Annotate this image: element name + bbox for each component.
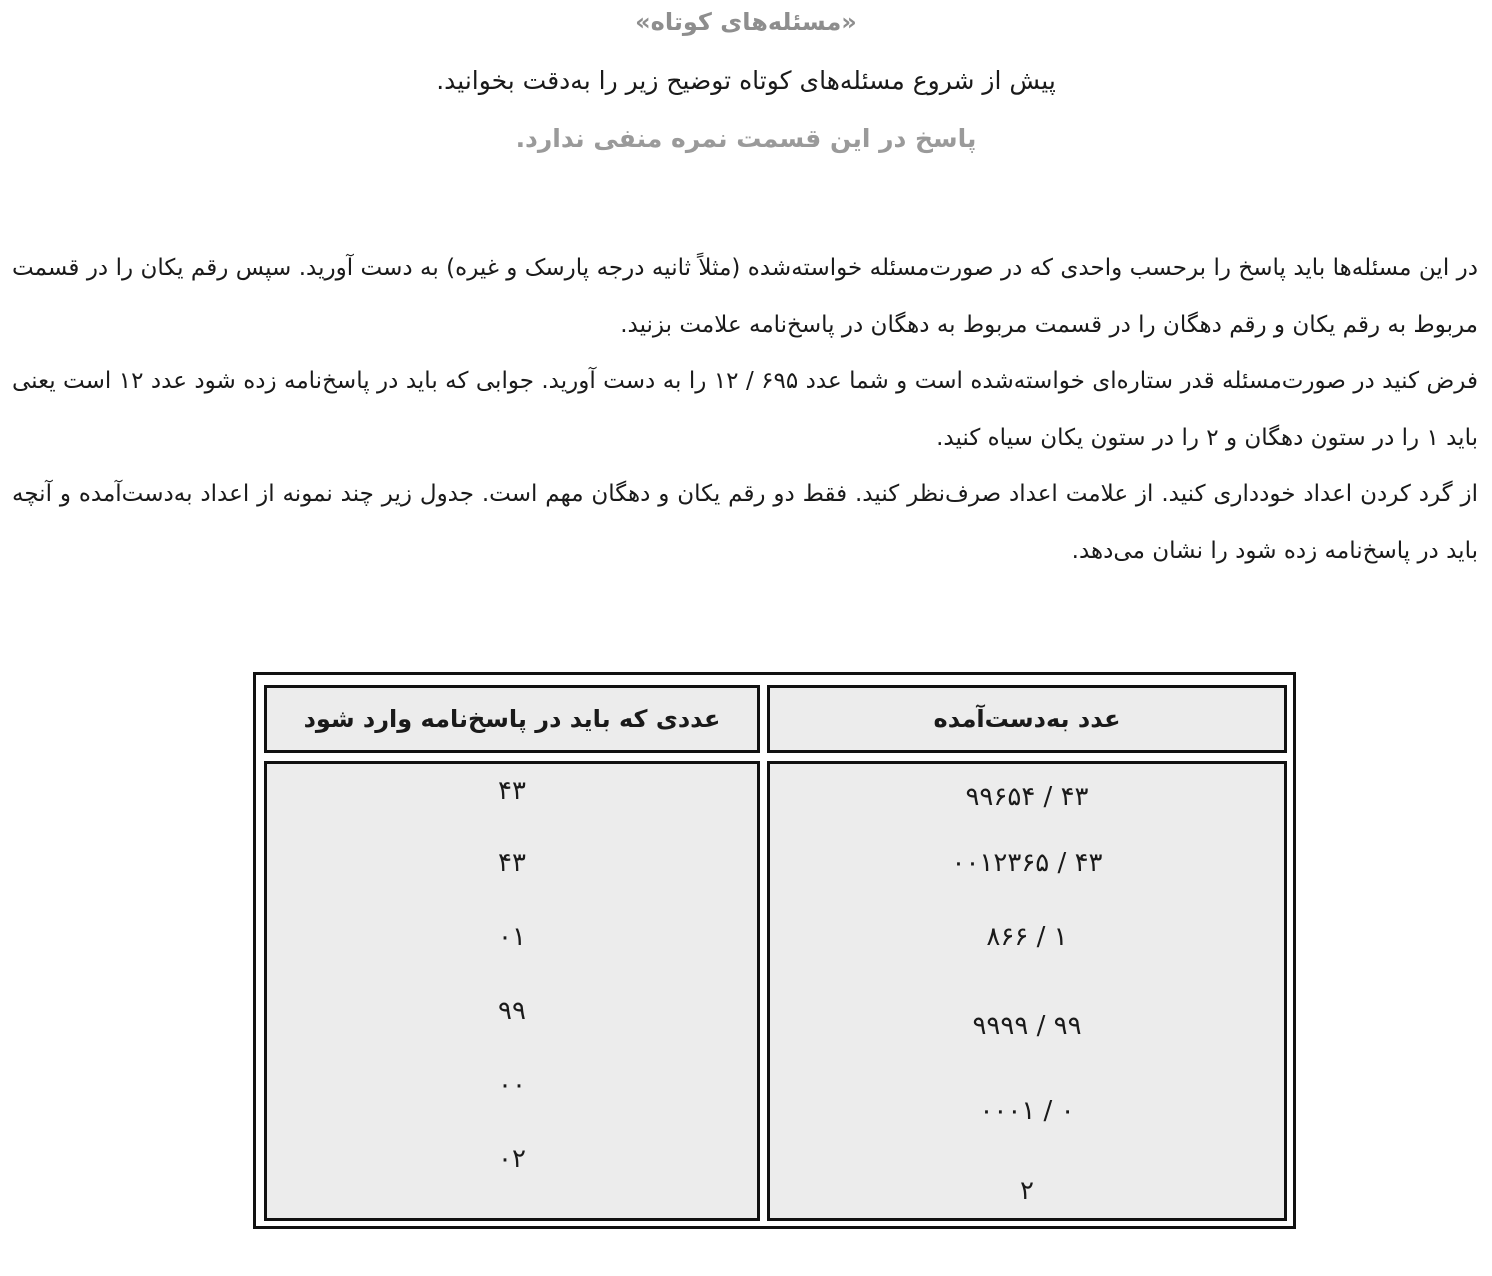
obtained-numbers-column xyxy=(767,761,1287,1221)
paragraph-example: فرض کنید در صورت‌مسئله قدر ستاره‌ای خواسته‌شده است و شما عدد ۶۹۵ / ۱۲ را به دست آورید. جوابی که باید در پاسخ‌نامه زده شود عدد ۱۲ است یعنی باید ۱ را در ستون دهگان و ۲ را در ستون یکان سیاه کنید. xyxy=(12,368,1478,451)
answer-value: ۰۱ xyxy=(498,922,526,952)
obtained-value: ۱ / ۸۶۶ xyxy=(986,922,1068,952)
obtained-value: ۰ / ۰۰۰۱ xyxy=(979,1096,1075,1126)
instructions-line: پیش از شروع مسئله‌های کوتاه توضیح زیر را به‌دقت بخوانید. xyxy=(436,66,1056,95)
negative-mark-note: پاسخ در این قسمت نمره منفی ندارد. xyxy=(515,124,977,153)
answer-value: ۹۹ xyxy=(498,996,526,1026)
page-title: «مسئله‌های کوتاه» xyxy=(635,8,857,36)
obtained-value: ۴۳ / ۰۰۱۲۳۶۵ xyxy=(951,848,1103,878)
obtained-value: ۲ xyxy=(1020,1176,1034,1206)
obtained-value: ۴۳ / ۹۹۶۵۴ xyxy=(965,782,1089,812)
examples-table xyxy=(253,672,1296,1229)
paragraph-rounding-rules: از گرد کردن اعداد خودداری کنید. از علامت اعداد صرف‌نظر کنید. فقط دو رقم یکان و دهگان مهم است. جدول زیر چند نمونه از اعداد به‌دست‌آمده و آنچه باید در پاسخ‌نامه زده شود را نشان می‌دهد. xyxy=(12,481,1478,564)
header-obtained-number: عدد به‌دست‌آمده xyxy=(767,685,1287,753)
paragraph-answer-units: در این مسئله‌ها باید پاسخ را برحسب واحدی که در صورت‌مسئله خواسته‌شده (مثلاً ثانیه درجه پارسک و غیره) به دست آورید. سپس رقم یکان را در قسمت مربوط به رقم یکان و رقم دهگان را در قسمت مربوط به دهگان در پاسخ‌نامه علامت بزنید. xyxy=(12,255,1478,338)
answer-value: ۴۳ xyxy=(498,848,526,878)
instructions-body xyxy=(12,240,1478,579)
answer-numbers-column xyxy=(264,761,760,1221)
answer-value: ۴۳ xyxy=(498,776,526,806)
header-answer-number: عددی که باید در پاسخ‌نامه وارد شود xyxy=(264,685,760,753)
obtained-value: ۹۹ / ۹۹۹۹ xyxy=(972,1011,1082,1041)
answer-value: ۰۲ xyxy=(498,1144,526,1174)
answer-value: ۰۰ xyxy=(498,1070,526,1100)
